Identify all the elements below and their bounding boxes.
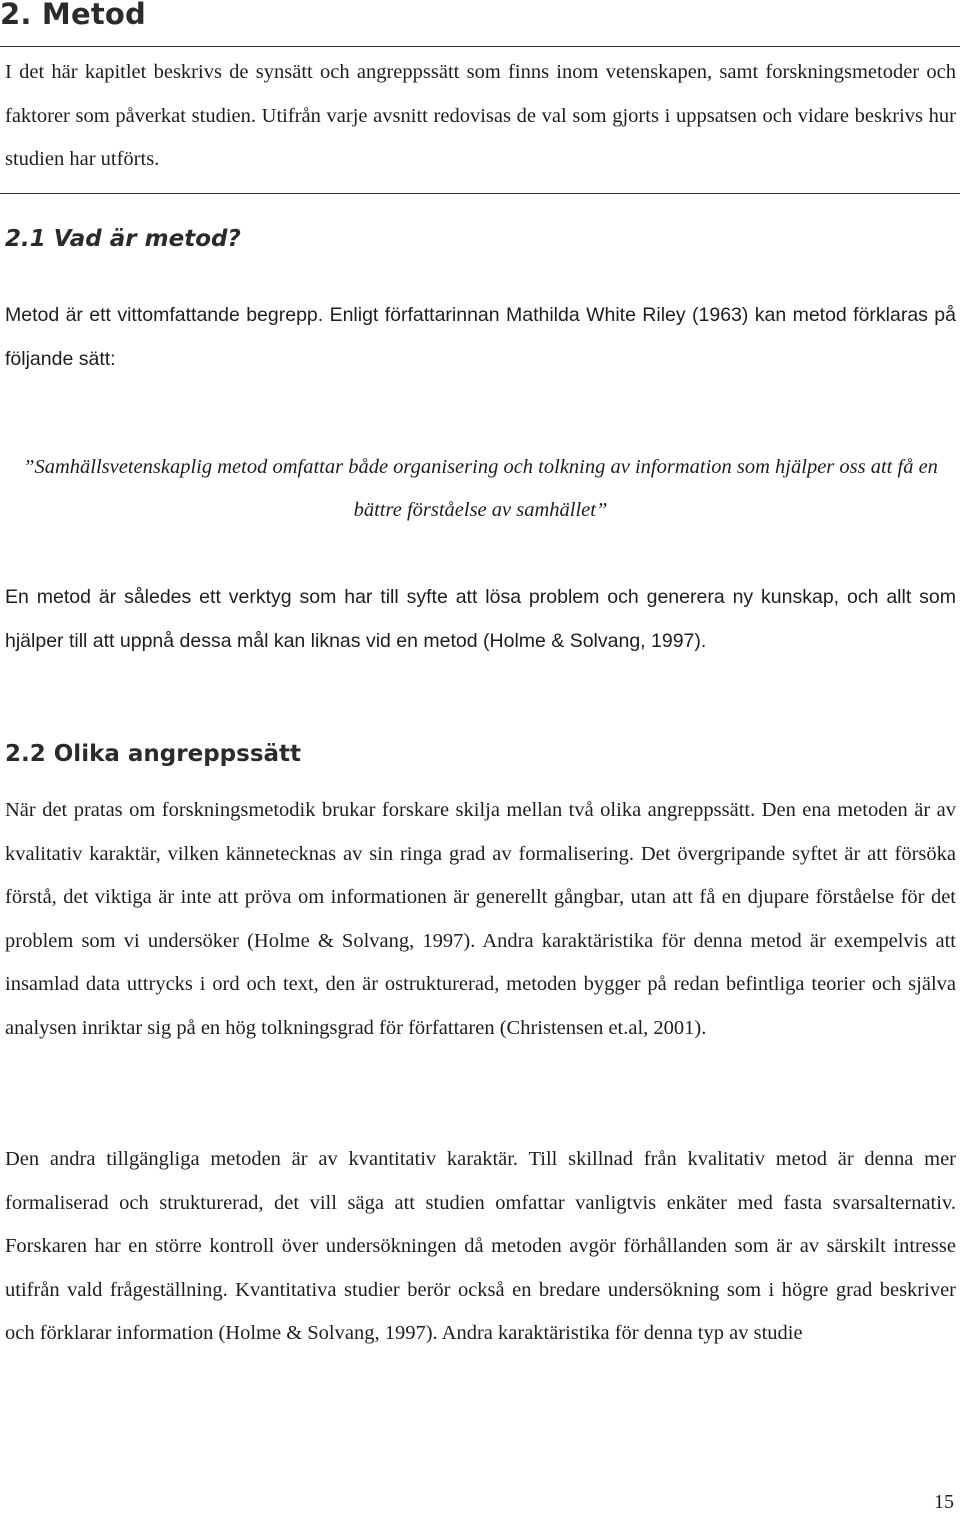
riley-quote: ”Samhällsvetenskaplig metod omfattar både organisering och tolkning av information som hjälper oss att få en bättre förståelse av samhället” — [23, 456, 938, 521]
angreppssatt-paragraph-1: När det pratas om forskningsmetodik brukar forskare skilja mellan två olika angreppssätt. Den ena metoden är av kvalitativ karaktär, vilken kännetecknas av sin ringa grad av formalisering. Det övergripande syftet är att försöka förstå, det viktiga är inte att pröva om informationen är generellt gångbar, utan att få en djupare förståelse för det problem som vi undersöker (Holme & Solvang, 1997). Andra karaktäristika för denna metod är exempelvis att insamlad data uttrycks i ord och text, den är ostrukturerad, metoden bygger på redan befintliga teorier och själva analysen inriktar sig på en hög tolkningsgrad för författaren (Christensen et.al, 2001). — [5, 799, 956, 1039]
heading-rule-top — [0, 46, 960, 47]
heading-rule-bottom — [0, 193, 960, 194]
subsection-heading-olika-angreppssatt: 2.2 Olika angreppssätt — [5, 741, 302, 767]
intro-paragraph: I det här kapitlet beskrivs de synsätt och angreppssätt som finns inom vetenskapen, samt forskningsmetoder och faktorer som påverkat studien. Utifrån varje avsnitt redovisas de val som gjorts i uppsatsen och vidare beskrivs hur studien har utförts. — [5, 61, 956, 170]
subsection-heading-vad-ar-metod: 2.1 Vad är metod? — [5, 226, 241, 252]
metod-paragraph-1: Metod är ett vittomfattande begrepp. Enligt författarinnan Mathilda White Riley (1963) kan metod förklaras på följande sätt: — [5, 304, 956, 370]
section-heading: 2. Metod — [0, 0, 146, 31]
angreppssatt-paragraph-2: Den andra tillgängliga metoden är av kvantitativ karaktär. Till skillnad från kvalitativ metod är denna mer formaliserad och strukturerad, det vill säga att studien omfattar vanligtvis enkäter med fasta svarsalternativ. Forskaren har en större kontroll över undersökningen då metoden avgör förhållanden som är av särskilt intresse utifrån vald frågeställning. Kvantitativa studier berör också en bredare undersökning som i högre grad beskriver och förklarar information (Holme & Solvang, 1997). Andra karaktäristika för denna typ av studie — [5, 1148, 956, 1344]
metod-paragraph-2: En metod är således ett verktyg som har till syfte att lösa problem och generera ny kunskap, och allt som hjälper till att uppnå dessa mål kan liknas vid en metod (Holme & Solvang, 1997). — [5, 586, 956, 652]
page-number: 15 — [934, 1491, 954, 1513]
